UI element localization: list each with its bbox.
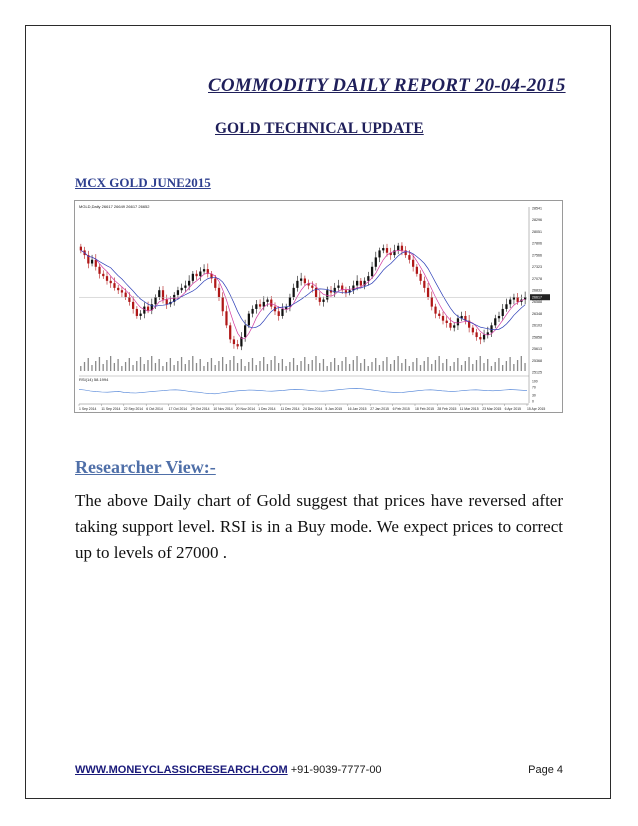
volume-bar (502, 365, 503, 371)
volume-bar (524, 363, 525, 371)
volume-bar (390, 364, 391, 371)
section-title: GOLD TECHNICAL UPDATE (215, 120, 424, 137)
volume-bar (416, 358, 417, 371)
volume-bar (181, 357, 182, 371)
page-number: Page 4 (528, 764, 563, 776)
candle-body (438, 314, 440, 316)
candle-body (434, 307, 436, 314)
candle-body (166, 300, 168, 305)
candle-body (375, 257, 377, 266)
volume-bar (263, 357, 264, 371)
volume-bar (453, 362, 454, 371)
candle-body (106, 276, 108, 281)
volume-bar (480, 356, 481, 371)
volume-bar (334, 358, 335, 371)
y-tick-label: 27078 (532, 276, 542, 281)
volume-bar (173, 365, 174, 371)
candle-body (397, 246, 399, 251)
candle-body (125, 293, 127, 298)
candle-body (270, 300, 272, 307)
x-tick-label: 15 Apr 2015 (527, 407, 546, 411)
rsi-tick-label: 70 (532, 385, 536, 390)
candle-body (281, 309, 283, 316)
x-tick-label: 6 Feb 2015 (392, 407, 410, 411)
candle-body (80, 247, 82, 251)
candle-body (222, 297, 224, 311)
volume-bar (506, 361, 507, 371)
candle-body (378, 250, 380, 257)
volume-bar (491, 366, 492, 371)
x-tick-label: 23 Mar 2015 (482, 407, 502, 411)
volume-bar (498, 358, 499, 371)
volume-bar (222, 357, 223, 371)
volume-bar (304, 357, 305, 371)
volume-bar (431, 364, 432, 371)
candle-body (319, 297, 321, 302)
candle-body (352, 286, 354, 291)
volume-bar (315, 356, 316, 371)
volume-bar (207, 362, 208, 371)
x-tick-label: 20 Nov 2014 (235, 407, 256, 411)
volume-bar (319, 363, 320, 371)
volume-bar (330, 362, 331, 371)
y-tick-label: 25125 (532, 370, 542, 375)
volume-bar (244, 366, 245, 371)
x-tick-label: 11 Mar 2015 (459, 407, 479, 411)
volume-bar (91, 365, 92, 371)
candle-body (475, 332, 477, 337)
candle-body (192, 274, 194, 281)
candle-body (248, 314, 250, 326)
candle-body (296, 281, 298, 288)
rsi-tick-label: 100 (532, 379, 538, 384)
y-tick-label: 28051 (532, 229, 542, 234)
candle-body (412, 260, 414, 267)
volume-bar (95, 361, 96, 371)
y-tick-label: 28541 (532, 206, 542, 211)
candle-body (431, 297, 433, 306)
volume-bar (144, 364, 145, 371)
candle-body (446, 321, 448, 323)
candle-body (509, 300, 511, 305)
volume-bar (521, 356, 522, 371)
candle-body (498, 316, 500, 318)
candle-body (360, 281, 362, 286)
candle-body (184, 286, 186, 288)
x-tick-label: 27 Jan 2015 (370, 407, 389, 411)
volume-bar (450, 366, 451, 371)
volume-bar (88, 358, 89, 371)
candle-body (457, 318, 459, 325)
footer (75, 764, 563, 776)
candle-body (128, 297, 130, 302)
candle-body (259, 304, 261, 306)
candle-body (293, 288, 295, 297)
volume-bar (401, 363, 402, 371)
candle-body (132, 302, 134, 309)
y-tick-label: 26588 (532, 300, 542, 305)
volume-bar (394, 360, 395, 371)
chart-title: MGLD,Daily 26617 26649 26617 26652 (79, 204, 150, 209)
volume-bar (259, 361, 260, 371)
x-tick-label: 18 Feb 2015 (415, 407, 435, 411)
candle-body (423, 281, 425, 288)
x-tick-label: 24 Dec 2014 (303, 407, 323, 411)
volume-bar (211, 358, 212, 371)
volume-bar (293, 358, 294, 371)
candle-body (483, 335, 485, 340)
candle-body (117, 288, 119, 290)
volume-bar (308, 364, 309, 371)
gold-price-chart (74, 200, 563, 413)
volume-bar (170, 358, 171, 371)
volume-bar (271, 360, 272, 371)
volume-bar (188, 360, 189, 371)
candle-body (502, 309, 504, 316)
x-tick-label: 16 Jan 2015 (347, 407, 367, 411)
candle-body (136, 309, 138, 316)
volume-bar (129, 358, 130, 371)
candle-body (255, 304, 257, 309)
volume-bar (353, 360, 354, 371)
candle-body (322, 300, 324, 302)
candle-body (121, 290, 123, 292)
volume-bar (192, 356, 193, 371)
volume-bar (446, 359, 447, 371)
rsi-tick-label: 0 (532, 399, 534, 404)
volume-bar (323, 359, 324, 371)
volume-bar (196, 363, 197, 371)
x-tick-label: 6 Oct 2014 (146, 407, 163, 411)
candle-body (513, 297, 515, 299)
x-tick-label: 28 Feb 2015 (437, 407, 457, 411)
candle-body (367, 276, 369, 281)
volume-bar (327, 366, 328, 371)
volume-bar (117, 359, 118, 371)
volume-bar (300, 361, 301, 371)
candle-body (203, 269, 205, 271)
y-tick-label: 25368 (532, 358, 542, 363)
x-tick-label: 11 Sep 2014 (101, 407, 121, 411)
x-tick-label: 17 Oct 2014 (168, 407, 188, 411)
y-tick-label: 25613 (532, 347, 542, 352)
candle-body (195, 274, 197, 276)
volume-bar (132, 365, 133, 371)
volume-bar (185, 364, 186, 371)
candle-body (229, 325, 231, 339)
volume-bar (151, 356, 152, 371)
researcher-view-heading: Researcher View:- (75, 457, 216, 477)
candle-body (263, 302, 265, 307)
volume-bar (177, 361, 178, 371)
volume-bar (386, 357, 387, 371)
candle-body (487, 332, 489, 334)
candle-body (401, 246, 403, 251)
candle-body (158, 290, 160, 297)
volume-bar (356, 356, 357, 371)
volume-bar (106, 360, 107, 371)
candle-body (416, 267, 418, 274)
current-price-label: 26617 (532, 295, 542, 300)
volume-bar (476, 360, 477, 371)
candle-body (289, 297, 291, 306)
candle-body (139, 314, 141, 316)
volume-bar (140, 357, 141, 371)
candle-body (449, 323, 451, 328)
candle-body (472, 328, 474, 333)
x-tick-label: 11 Dec 2014 (280, 407, 300, 411)
volume-bar (405, 359, 406, 371)
report-title: COMMODITY DAILY REPORT 20-04-2015 (208, 75, 566, 96)
volume-bar (383, 361, 384, 371)
candle-body (494, 318, 496, 325)
volume-bar (341, 361, 342, 371)
volume-bar (203, 366, 204, 371)
y-tick-label: 27323 (532, 265, 542, 270)
x-tick-label: 22 Sep 2014 (123, 407, 144, 411)
volume-bar (375, 358, 376, 371)
candle-body (244, 325, 246, 337)
volume-bar (121, 366, 122, 371)
volume-bar (166, 362, 167, 371)
volume-bar (267, 364, 268, 371)
volume-bar (256, 365, 257, 371)
candle-body (490, 325, 492, 332)
y-tick-label: 26103 (532, 323, 542, 328)
x-tick-label: 10 Nov 2014 (213, 407, 233, 411)
volume-bar (338, 365, 339, 371)
candle-body (311, 286, 313, 288)
volume-bar (312, 360, 313, 371)
candle-body (233, 339, 235, 344)
volume-bar (274, 356, 275, 371)
volume-bar (252, 358, 253, 371)
candle-body (95, 260, 97, 267)
volume-bar (289, 362, 290, 371)
x-tick-label: 1 Sep 2014 (79, 407, 97, 411)
candle-body (237, 344, 239, 346)
y-tick-label: 28296 (532, 218, 542, 223)
rsi-tick-label: 30 (532, 393, 536, 398)
candle-body (113, 283, 115, 288)
volume-bar (412, 362, 413, 371)
y-tick-label: 26833 (532, 288, 542, 293)
volume-bar (103, 364, 104, 371)
volume-bar (155, 363, 156, 371)
volume-bar (517, 360, 518, 371)
volume-bar (424, 361, 425, 371)
candle-body (218, 288, 220, 297)
rsi-title: RSI(14) 58.1994 (79, 377, 109, 382)
volume-bar (285, 366, 286, 371)
volume-bar (409, 366, 410, 371)
volume-bar (457, 358, 458, 371)
candle-body (251, 309, 253, 314)
candle-body (102, 274, 104, 276)
candle-body (382, 248, 384, 250)
volume-bar (215, 365, 216, 371)
volume-bar (80, 366, 81, 371)
volume-bar (125, 362, 126, 371)
volume-bar (233, 356, 234, 371)
volume-bar (371, 362, 372, 371)
candle-body (300, 278, 302, 280)
volume-bar (282, 359, 283, 371)
volume-bar (200, 359, 201, 371)
chart-subtitle: MCX GOLD JUNE2015 (75, 175, 211, 190)
volume-bar (136, 361, 137, 371)
x-tick-label: 6 Apr 2015 (504, 407, 522, 411)
candle-body (199, 271, 201, 276)
volume-bar (218, 361, 219, 371)
volume-bar (360, 363, 361, 371)
researcher-view-text: The above Daily chart of Gold suggest that prices have reversed after taking support level. RSI is in a Buy mode. We expect prices to correct up to levels of 27000 . (75, 491, 563, 562)
volume-bar (427, 357, 428, 371)
candle-body (188, 281, 190, 286)
volume-bar (468, 357, 469, 371)
candle-body (177, 290, 179, 295)
volume-bar (237, 363, 238, 371)
volume-bar (483, 363, 484, 371)
candle-body (442, 316, 444, 321)
volume-bar (513, 364, 514, 371)
candle-body (337, 286, 339, 288)
candle-body (181, 288, 183, 290)
volume-bar (465, 361, 466, 371)
candle-body (304, 278, 306, 283)
volume-bar (435, 360, 436, 371)
candle-body (278, 311, 280, 316)
volume-bar (461, 365, 462, 371)
candle-body (110, 281, 112, 283)
volume-bar (472, 364, 473, 371)
volume-bar (278, 363, 279, 371)
candle-body (419, 274, 421, 281)
volume-bar (442, 363, 443, 371)
volume-bar (349, 364, 350, 371)
candle-body (427, 288, 429, 297)
candle-body (147, 307, 149, 311)
volume-bar (226, 364, 227, 371)
candle-body (91, 260, 93, 264)
volume-bar (345, 357, 346, 371)
volume-bar (509, 357, 510, 371)
x-tick-label: 5 Jan 2015 (325, 407, 343, 411)
candle-body (386, 248, 388, 253)
chart-svg (75, 201, 562, 412)
volume-bar (248, 362, 249, 371)
volume-bar (229, 360, 230, 371)
candle-body (345, 290, 347, 292)
website-link[interactable]: WWW.MONEYCLASSICRESEARCH.COM (75, 764, 288, 776)
volume-bar (420, 365, 421, 371)
volume-bar (162, 366, 163, 371)
y-tick-label: 26348 (532, 311, 542, 316)
phone-number: +91-9039-7777-00 (287, 764, 382, 776)
volume-bar (379, 365, 380, 371)
y-tick-label: 27566 (532, 253, 542, 258)
candle-body (505, 304, 507, 309)
volume-bar (114, 363, 115, 371)
volume-bar (99, 357, 100, 371)
volume-bar (297, 365, 298, 371)
volume-bar (364, 359, 365, 371)
y-tick-label: 27806 (532, 241, 542, 246)
volume-bar (110, 356, 111, 371)
candle-body (453, 325, 455, 327)
volume-bar (439, 356, 440, 371)
y-tick-label: 25858 (532, 335, 542, 340)
candle-body (479, 337, 481, 339)
candle-body (408, 255, 410, 260)
candle-body (356, 281, 358, 286)
candle-body (371, 267, 373, 276)
candle-body (517, 297, 519, 302)
candle-body (214, 278, 216, 287)
volume-bar (84, 362, 85, 371)
volume-bar (159, 359, 160, 371)
candle-body (225, 311, 227, 325)
candle-body (98, 267, 100, 274)
x-tick-label: 29 Oct 2014 (191, 407, 210, 411)
x-tick-label: 1 Dec 2014 (258, 407, 276, 411)
candle-body (154, 297, 156, 304)
candle-body (266, 300, 268, 302)
volume-bar (368, 366, 369, 371)
volume-bar (487, 359, 488, 371)
volume-bar (397, 356, 398, 371)
volume-bar (495, 362, 496, 371)
volume-bar (147, 360, 148, 371)
volume-bar (241, 359, 242, 371)
candle-body (162, 290, 164, 299)
